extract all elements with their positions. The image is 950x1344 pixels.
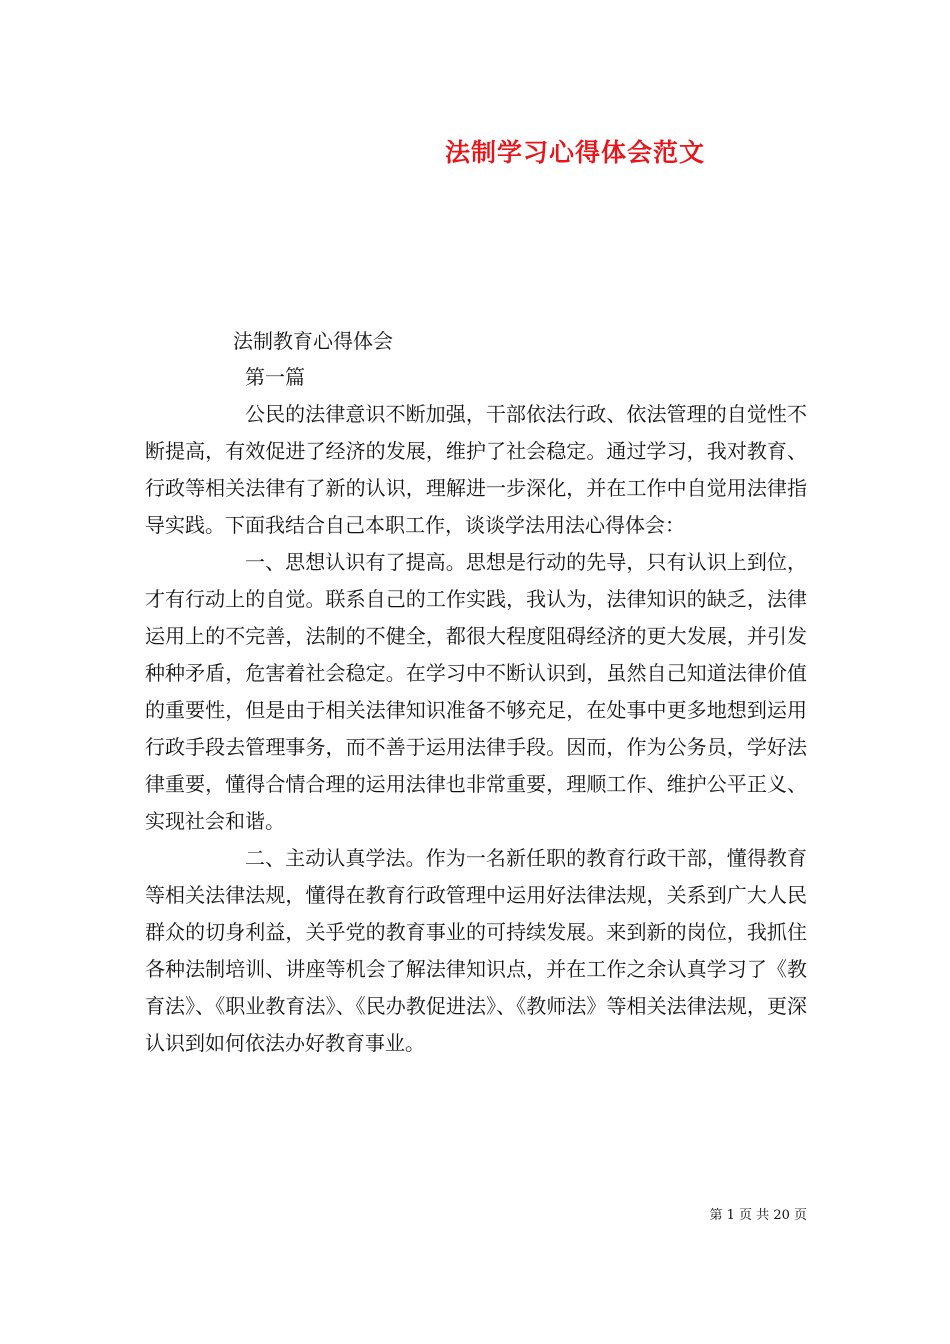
page-footer: 第 1 页 共 20 页	[709, 1208, 807, 1223]
paragraph-point-one: 一、思想认识有了提高。思想是行动的先导，只有认识上到位，才有行动上的自觉。联系自己的工作实践，我认为，法律知识的缺乏，法律运用上的不完善，法制的不健全，都很大程度阻碍经济的更大发展，并引发种种矛盾，危害着社会稳定。在学习中不断认识到，虽然自己知道法律价值的重要性，但是由于相关法律知识准备不够充足，在处事中更多地想到运用行政手段去管理事务，而不善于运用法律手段。因而，作为公务员，学好法律重要，懂得合情合理的运用法律也非常重要，理顺工作、维护公平正义、实现社会和谐。	[145, 550, 807, 833]
document-title: 法制学习心得体会范文	[444, 138, 705, 167]
paragraph-intro: 公民的法律意识不断加强，干部依法行政、依法管理的自觉性不断提高，有效促进了经济的发展，维护了社会稳定。通过学习，我对教育、行政等相关法律有了新的认识，理解进一步深化，并在工作中自觉用法律指导实践。下面我结合自己本职工作，谈谈学法用法心得体会：	[145, 402, 807, 537]
paragraph-point-two: 二、主动认真学法。作为一名新任职的教育行政干部，懂得教育等相关法律法规，懂得在教育行政管理中运用好法律法规，关系到广大人民群众的切身利益，关乎党的教育事业的可持续发展。来到新的岗位，我抓住各种法制培训、讲座等机会了解法律知识点，并在工作之余认真学习了《教育法》、《职业教育法》、《民办教促进法》、《教师法》等相关法律法规，更深认识到如何依法办好教育事业。	[145, 846, 807, 1055]
section-heading: 第一篇	[245, 365, 305, 389]
document-subtitle: 法制教育心得体会	[233, 329, 393, 353]
document-body	[145, 396, 807, 1062]
